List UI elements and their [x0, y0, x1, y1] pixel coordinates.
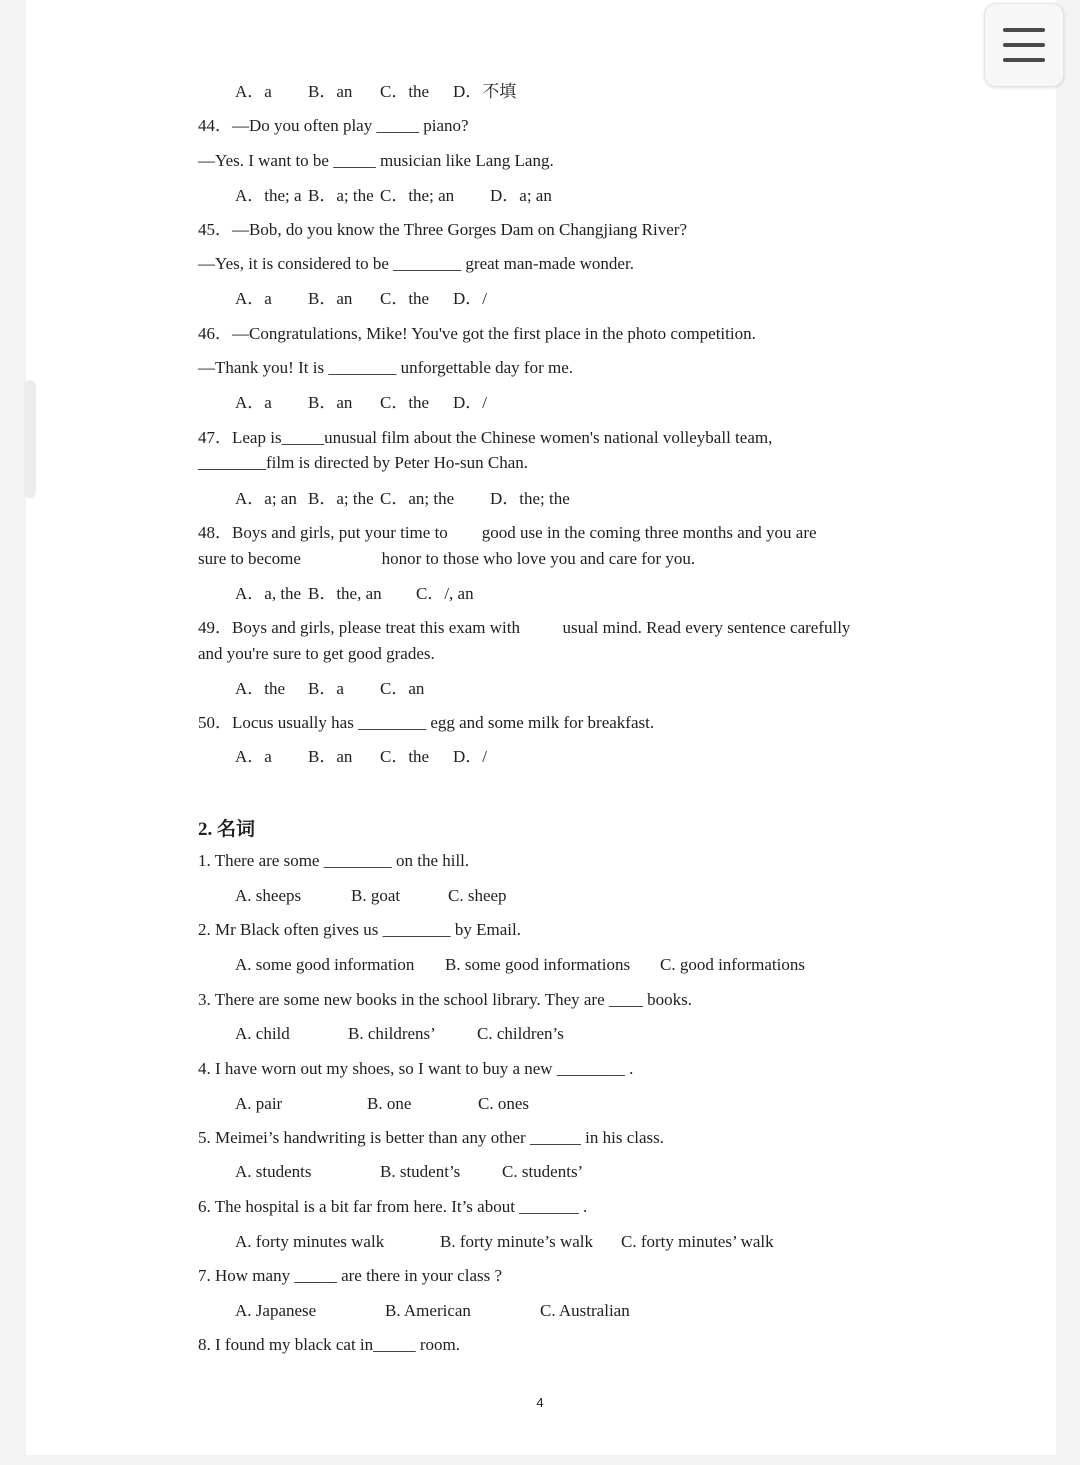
option-c: C．the: [380, 393, 430, 412]
q47-stem: 47．Leap is_____unusual film about the Chinese women's national volleyball team,: [198, 428, 773, 447]
option-d: D．/: [453, 747, 487, 766]
option-a: A．a: [235, 747, 272, 766]
option-d: D．a; an: [490, 186, 552, 205]
side-scroll-handle[interactable]: [24, 380, 36, 498]
q46-stem-line2: —Thank you! It is ________ unforgettable day for me.: [198, 358, 574, 377]
option-a: A．a: [235, 82, 272, 101]
option-c: C. Australian: [540, 1301, 630, 1320]
option-b: B. student’s: [380, 1162, 461, 1181]
option-c: C．/, an: [416, 584, 474, 603]
noun-q8-stem: 8. I found my black cat in_____ room.: [198, 1335, 461, 1354]
option-a: A. pair: [235, 1094, 283, 1113]
option-c: C. ones: [478, 1094, 529, 1113]
q49-stem-line2: and you're sure to get good grades.: [198, 644, 435, 663]
option-a: A．a: [235, 289, 272, 308]
option-b: B．an: [308, 289, 353, 308]
noun-q4-stem: 4. I have worn out my shoes, so I want to buy a new ________ .: [198, 1059, 634, 1078]
option-a: A．the; a: [235, 186, 302, 205]
option-c: C．an; the: [380, 489, 455, 508]
option-d: D．/: [453, 289, 487, 308]
option-d: D．不填: [453, 82, 517, 101]
option-b: B．the, an: [308, 584, 382, 603]
q49-stem: 49．Boys and girls, please treat this exam with usual mind. Read every sentence carefully: [198, 618, 851, 637]
noun-q2-stem: 2. Mr Black often gives us ________ by Email.: [198, 920, 521, 939]
option-b: B．a; the: [308, 186, 374, 205]
option-c: C．the: [380, 747, 430, 766]
noun-q3-stem: 3. There are some new books in the school library. They are ____ books.: [198, 990, 692, 1009]
q44-stem-line2: —Yes. I want to be _____ musician like Lang Lang.: [198, 151, 554, 170]
option-b: B. childrens’: [348, 1024, 436, 1043]
option-c: C．the: [380, 289, 430, 308]
q50-stem: 50．Locus usually has ________ egg and some milk for breakfast.: [198, 713, 655, 732]
option-b: B．a; the: [308, 489, 374, 508]
page-number: 4: [536, 1395, 544, 1410]
q46-stem: 46．—Congratulations, Mike! You've got the first place in the photo competition.: [198, 324, 756, 343]
option-b: B. American: [385, 1301, 471, 1320]
option-a: A. child: [235, 1024, 290, 1043]
option-c: C. children’s: [477, 1024, 564, 1043]
option-d: D．the; the: [490, 489, 570, 508]
menu-button[interactable]: [984, 3, 1064, 87]
q47-stem-line2: ________film is directed by Peter Ho-sun Chan.: [198, 453, 529, 472]
option-a: A. sheeps: [235, 886, 302, 905]
noun-q5-stem: 5. Meimei’s handwriting is better than any other ______ in his class.: [198, 1128, 665, 1147]
option-c: C. students’: [502, 1162, 584, 1181]
option-a: A. forty minutes walk: [235, 1232, 385, 1251]
q48-stem: 48．Boys and girls, put your time to good use in the coming three months and you are: [198, 523, 817, 542]
option-b: B．an: [308, 747, 353, 766]
option-a: A. Japanese: [235, 1301, 317, 1320]
option-b: B．a: [308, 679, 344, 698]
option-c: C. sheep: [448, 886, 507, 905]
option-b: B．an: [308, 393, 353, 412]
option-b: B. one: [367, 1094, 412, 1113]
option-a: A．a; an: [235, 489, 297, 508]
option-a: A．a: [235, 393, 272, 412]
option-c: C．an: [380, 679, 425, 698]
option-a: A. students: [235, 1162, 312, 1181]
option-a: A．a, the: [235, 584, 302, 603]
option-b: B．an: [308, 82, 353, 101]
section-heading: 2. 名词: [198, 819, 256, 840]
noun-q7-stem: 7. How many _____ are there in your class ?: [198, 1266, 503, 1285]
q44-stem: 44．—Do you often play _____ piano?: [198, 116, 469, 135]
noun-q6-stem: 6. The hospital is a bit far from here. It’s about _______ .: [198, 1197, 588, 1216]
option-b: B. forty minute’s walk: [440, 1232, 593, 1251]
q48-stem-line2: sure to become honor to those who love you and care for you.: [198, 549, 696, 568]
option-c: C. forty minutes’ walk: [621, 1232, 774, 1251]
option-d: D．/: [453, 393, 487, 412]
option-b: B. goat: [351, 886, 401, 905]
option-b: B. some good informations: [445, 955, 631, 974]
option-a: A. some good information: [235, 955, 415, 974]
option-c: C. good informations: [660, 955, 805, 974]
q45-stem: 45．—Bob, do you know the Three Gorges Dam on Changjiang River?: [198, 220, 687, 239]
option-c: C．the; an: [380, 186, 455, 205]
noun-q1-stem: 1. There are some ________ on the hill.: [198, 851, 470, 870]
option-c: C．the: [380, 82, 430, 101]
option-a: A．the: [235, 679, 286, 698]
q45-stem-line2: —Yes, it is considered to be ________ great man-made wonder.: [198, 254, 634, 273]
